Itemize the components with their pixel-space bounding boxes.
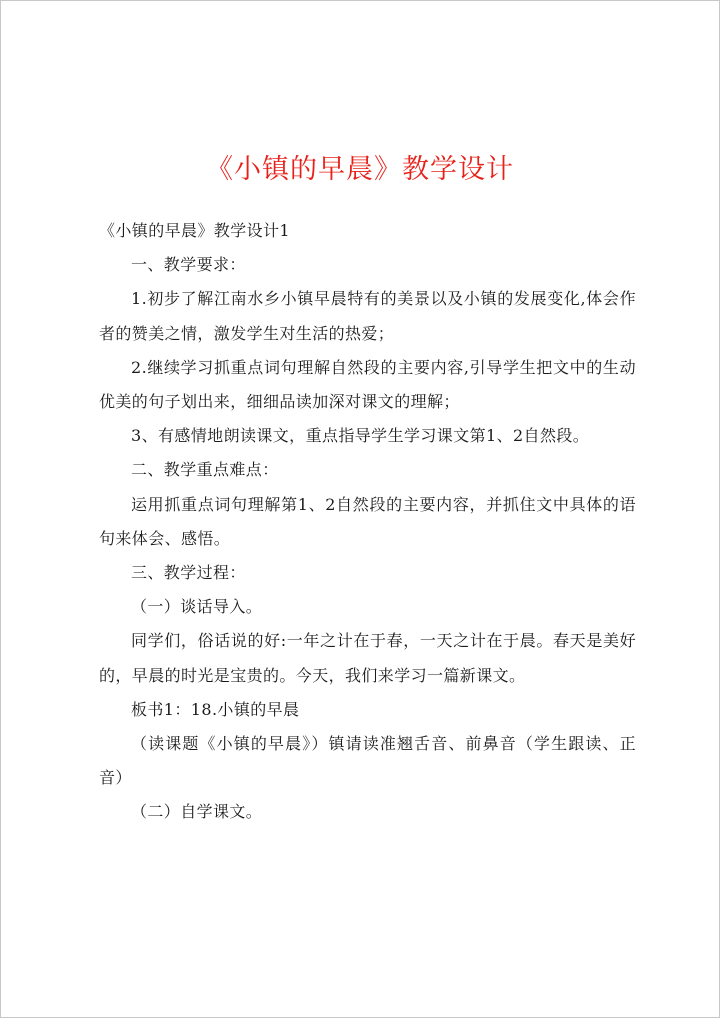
paragraph: 3、有感情地朗读课文，重点指导学生学习课文第1、2自然段。 <box>131 426 590 446</box>
subheading-intro: （一）谈话导入。 <box>131 597 263 617</box>
paragraph: 运用抓重点词句理解第1、2自然段的主要内容，并抓住文中具体的语句来体会、感悟。 <box>99 494 636 548</box>
heading-teaching-requirements: 一、教学要求： <box>131 255 246 275</box>
paragraph: 1.初步了解江南水乡小镇早晨特有的美景以及小镇的发展变化,体会作者的赞美之情，激发学生对生活的热爱； <box>99 289 636 343</box>
subheading-self-study: （二）自学课文。 <box>131 802 263 822</box>
paragraph: 2.继续学习抓重点词句理解自然段的主要内容,引导学生把文中的生动优美的句子划出来，细细品读加深对课文的理解； <box>99 357 636 412</box>
heading-teaching-process: 三、教学过程： <box>131 563 246 583</box>
heading-key-points: 二、教学重点难点： <box>131 460 279 480</box>
section-heading: 《小镇的早晨》教学设计1 <box>99 221 290 240</box>
paragraph: 同学们，俗话说的好:一年之计在于春，一天之计在于晨。春天是美好的，早晨的时光是宝贵的。今天，我们来学习一篇新课文。 <box>99 631 636 685</box>
paragraph: 板书1：18.小镇的早晨 <box>131 699 300 719</box>
document-body <box>99 214 636 830</box>
document-title: 《小镇的早晨》教学设计 <box>206 154 514 185</box>
paragraph: （读课题《小镇的早晨》）镇请读准翘舌音、前鼻音（学生跟读、正音） <box>99 734 636 788</box>
